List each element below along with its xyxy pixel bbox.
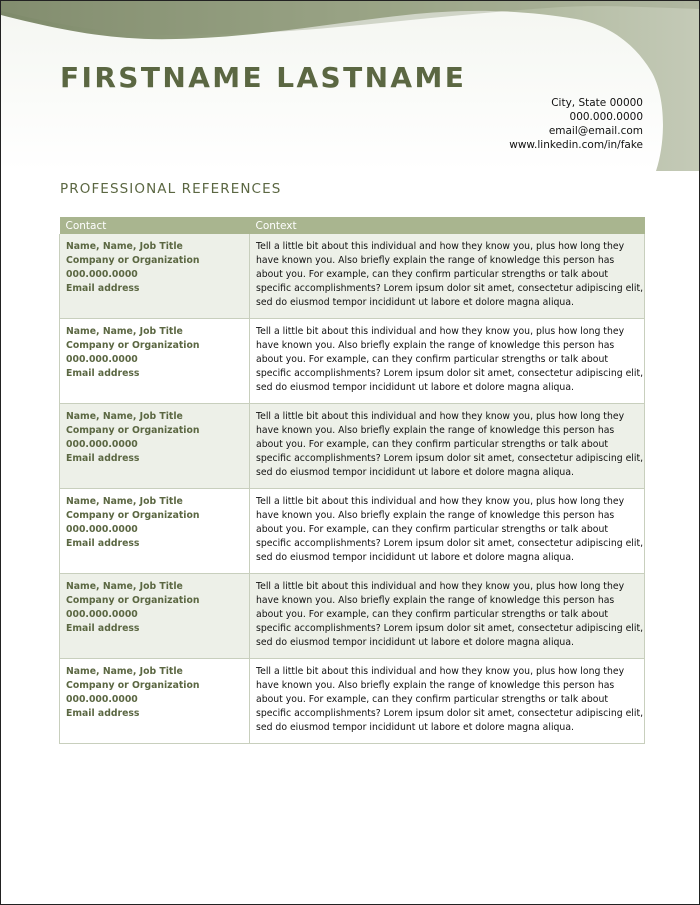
table-row xyxy=(60,319,645,404)
reference-email: Email address xyxy=(66,707,140,719)
reference-email: Email address xyxy=(66,537,140,549)
reference-name-title: Name, Name, Job Title xyxy=(66,666,183,677)
reference-context-line: about you. For example, can they confirm particular strengths or talk about xyxy=(256,693,608,705)
reference-context-line: about you. For example, can they confirm particular strengths or talk about xyxy=(256,523,608,535)
reference-context-cell xyxy=(250,319,645,404)
reference-context-line: about you. For example, can they confirm particular strengths or talk about xyxy=(256,268,608,280)
reference-phone: 000.000.0000 xyxy=(66,438,138,450)
reference-company: Company or Organization xyxy=(66,339,200,351)
reference-name-title: Name, Name, Job Title xyxy=(66,496,183,507)
reference-context-line: Tell a little bit about this individual and how they know you, plus how long they xyxy=(256,411,625,422)
reference-name-title: Name, Name, Job Title xyxy=(66,326,183,337)
column-header-context: Context xyxy=(250,217,645,234)
reference-context-line: have known you. Also briefly explain the range of knowledge this person has xyxy=(256,254,615,266)
reference-context-line: have known you. Also briefly explain the range of knowledge this person has xyxy=(256,509,615,521)
reference-context-line: sed do eiusmod tempor incididunt ut labore et dolore magna aliqua. xyxy=(256,636,574,648)
reference-name-title: Name, Name, Job Title xyxy=(66,241,183,252)
table-row xyxy=(60,659,645,744)
reference-contact-cell xyxy=(60,319,250,404)
applicant-name: FIRSTNAME LASTNAME xyxy=(60,61,467,94)
section-title: PROFESSIONAL REFERENCES xyxy=(60,181,282,197)
references-table xyxy=(59,217,645,744)
reference-phone: 000.000.0000 xyxy=(66,523,138,535)
reference-phone: 000.000.0000 xyxy=(66,353,138,365)
reference-context-line: about you. For example, can they confirm particular strengths or talk about xyxy=(256,353,608,365)
reference-phone: 000.000.0000 xyxy=(66,268,138,280)
reference-context-line: specific accomplishments? Lorem ipsum dolor sit amet, consectetur adipiscing elit, xyxy=(256,452,644,464)
reference-email: Email address xyxy=(66,282,140,294)
reference-context-cell xyxy=(250,659,645,744)
reference-context-cell xyxy=(250,234,645,319)
table-row xyxy=(60,234,645,319)
reference-contact-cell xyxy=(60,659,250,744)
reference-context-line: specific accomplishments? Lorem ipsum dolor sit amet, consectetur adipiscing elit, xyxy=(256,282,644,294)
reference-context-line: Tell a little bit about this individual and how they know you, plus how long they xyxy=(256,666,625,677)
reference-context-line: have known you. Also briefly explain the range of knowledge this person has xyxy=(256,339,615,351)
reference-context-line: sed do eiusmod tempor incididunt ut labore et dolore magna aliqua. xyxy=(256,296,574,308)
reference-context-cell xyxy=(250,489,645,574)
reference-context-line: sed do eiusmod tempor incididunt ut labore et dolore magna aliqua. xyxy=(256,381,574,393)
contact-block xyxy=(509,96,643,152)
reference-context-line: specific accomplishments? Lorem ipsum dolor sit amet, consectetur adipiscing elit, xyxy=(256,367,644,379)
reference-context-line: Tell a little bit about this individual and how they know you, plus how long they xyxy=(256,581,625,592)
table-row xyxy=(60,489,645,574)
reference-phone: 000.000.0000 xyxy=(66,693,138,705)
reference-company: Company or Organization xyxy=(66,424,200,436)
table-header-row xyxy=(60,217,645,234)
reference-company: Company or Organization xyxy=(66,679,200,691)
reference-email: Email address xyxy=(66,452,140,464)
reference-context-line: sed do eiusmod tempor incididunt ut labore et dolore magna aliqua. xyxy=(256,466,574,478)
column-header-contact: Contact xyxy=(60,217,250,234)
reference-context-line: Tell a little bit about this individual and how they know you, plus how long they xyxy=(256,241,625,252)
reference-context-line: specific accomplishments? Lorem ipsum dolor sit amet, consectetur adipiscing elit, xyxy=(256,622,644,634)
reference-context-line: sed do eiusmod tempor incididunt ut labore et dolore magna aliqua. xyxy=(256,551,574,563)
reference-contact-cell xyxy=(60,489,250,574)
reference-context-line: have known you. Also briefly explain the range of knowledge this person has xyxy=(256,679,615,691)
reference-contact-cell xyxy=(60,404,250,489)
email-address: email@email.com xyxy=(548,125,643,137)
linkedin-url: www.linkedin.com/in/fake xyxy=(509,139,643,151)
reference-context-line: sed do eiusmod tempor incididunt ut labore et dolore magna aliqua. xyxy=(256,721,574,733)
reference-company: Company or Organization xyxy=(66,254,200,266)
reference-context-line: about you. For example, can they confirm particular strengths or talk about xyxy=(256,608,608,620)
reference-context-line: have known you. Also briefly explain the range of knowledge this person has xyxy=(256,594,615,606)
reference-context-line: specific accomplishments? Lorem ipsum dolor sit amet, consectetur adipiscing elit, xyxy=(256,707,644,719)
reference-company: Company or Organization xyxy=(66,509,200,521)
reference-email: Email address xyxy=(66,367,140,379)
reference-context-cell xyxy=(250,404,645,489)
phone-number: 000.000.0000 xyxy=(569,111,643,123)
reference-name-title: Name, Name, Job Title xyxy=(66,581,183,592)
reference-contact-cell xyxy=(60,234,250,319)
reference-context-line: Tell a little bit about this individual and how they know you, plus how long they xyxy=(256,326,625,337)
table-row xyxy=(60,574,645,659)
reference-context-line: Tell a little bit about this individual and how they know you, plus how long they xyxy=(256,496,625,507)
reference-context-line: about you. For example, can they confirm particular strengths or talk about xyxy=(256,438,608,450)
reference-context-line: have known you. Also briefly explain the range of knowledge this person has xyxy=(256,424,615,436)
reference-name-title: Name, Name, Job Title xyxy=(66,411,183,422)
city-state: City, State 00000 xyxy=(551,97,643,109)
reference-contact-cell xyxy=(60,574,250,659)
reference-context-cell xyxy=(250,574,645,659)
reference-company: Company or Organization xyxy=(66,594,200,606)
reference-phone: 000.000.0000 xyxy=(66,608,138,620)
table-row xyxy=(60,404,645,489)
reference-context-line: specific accomplishments? Lorem ipsum dolor sit amet, consectetur adipiscing elit, xyxy=(256,537,644,549)
reference-email: Email address xyxy=(66,622,140,634)
